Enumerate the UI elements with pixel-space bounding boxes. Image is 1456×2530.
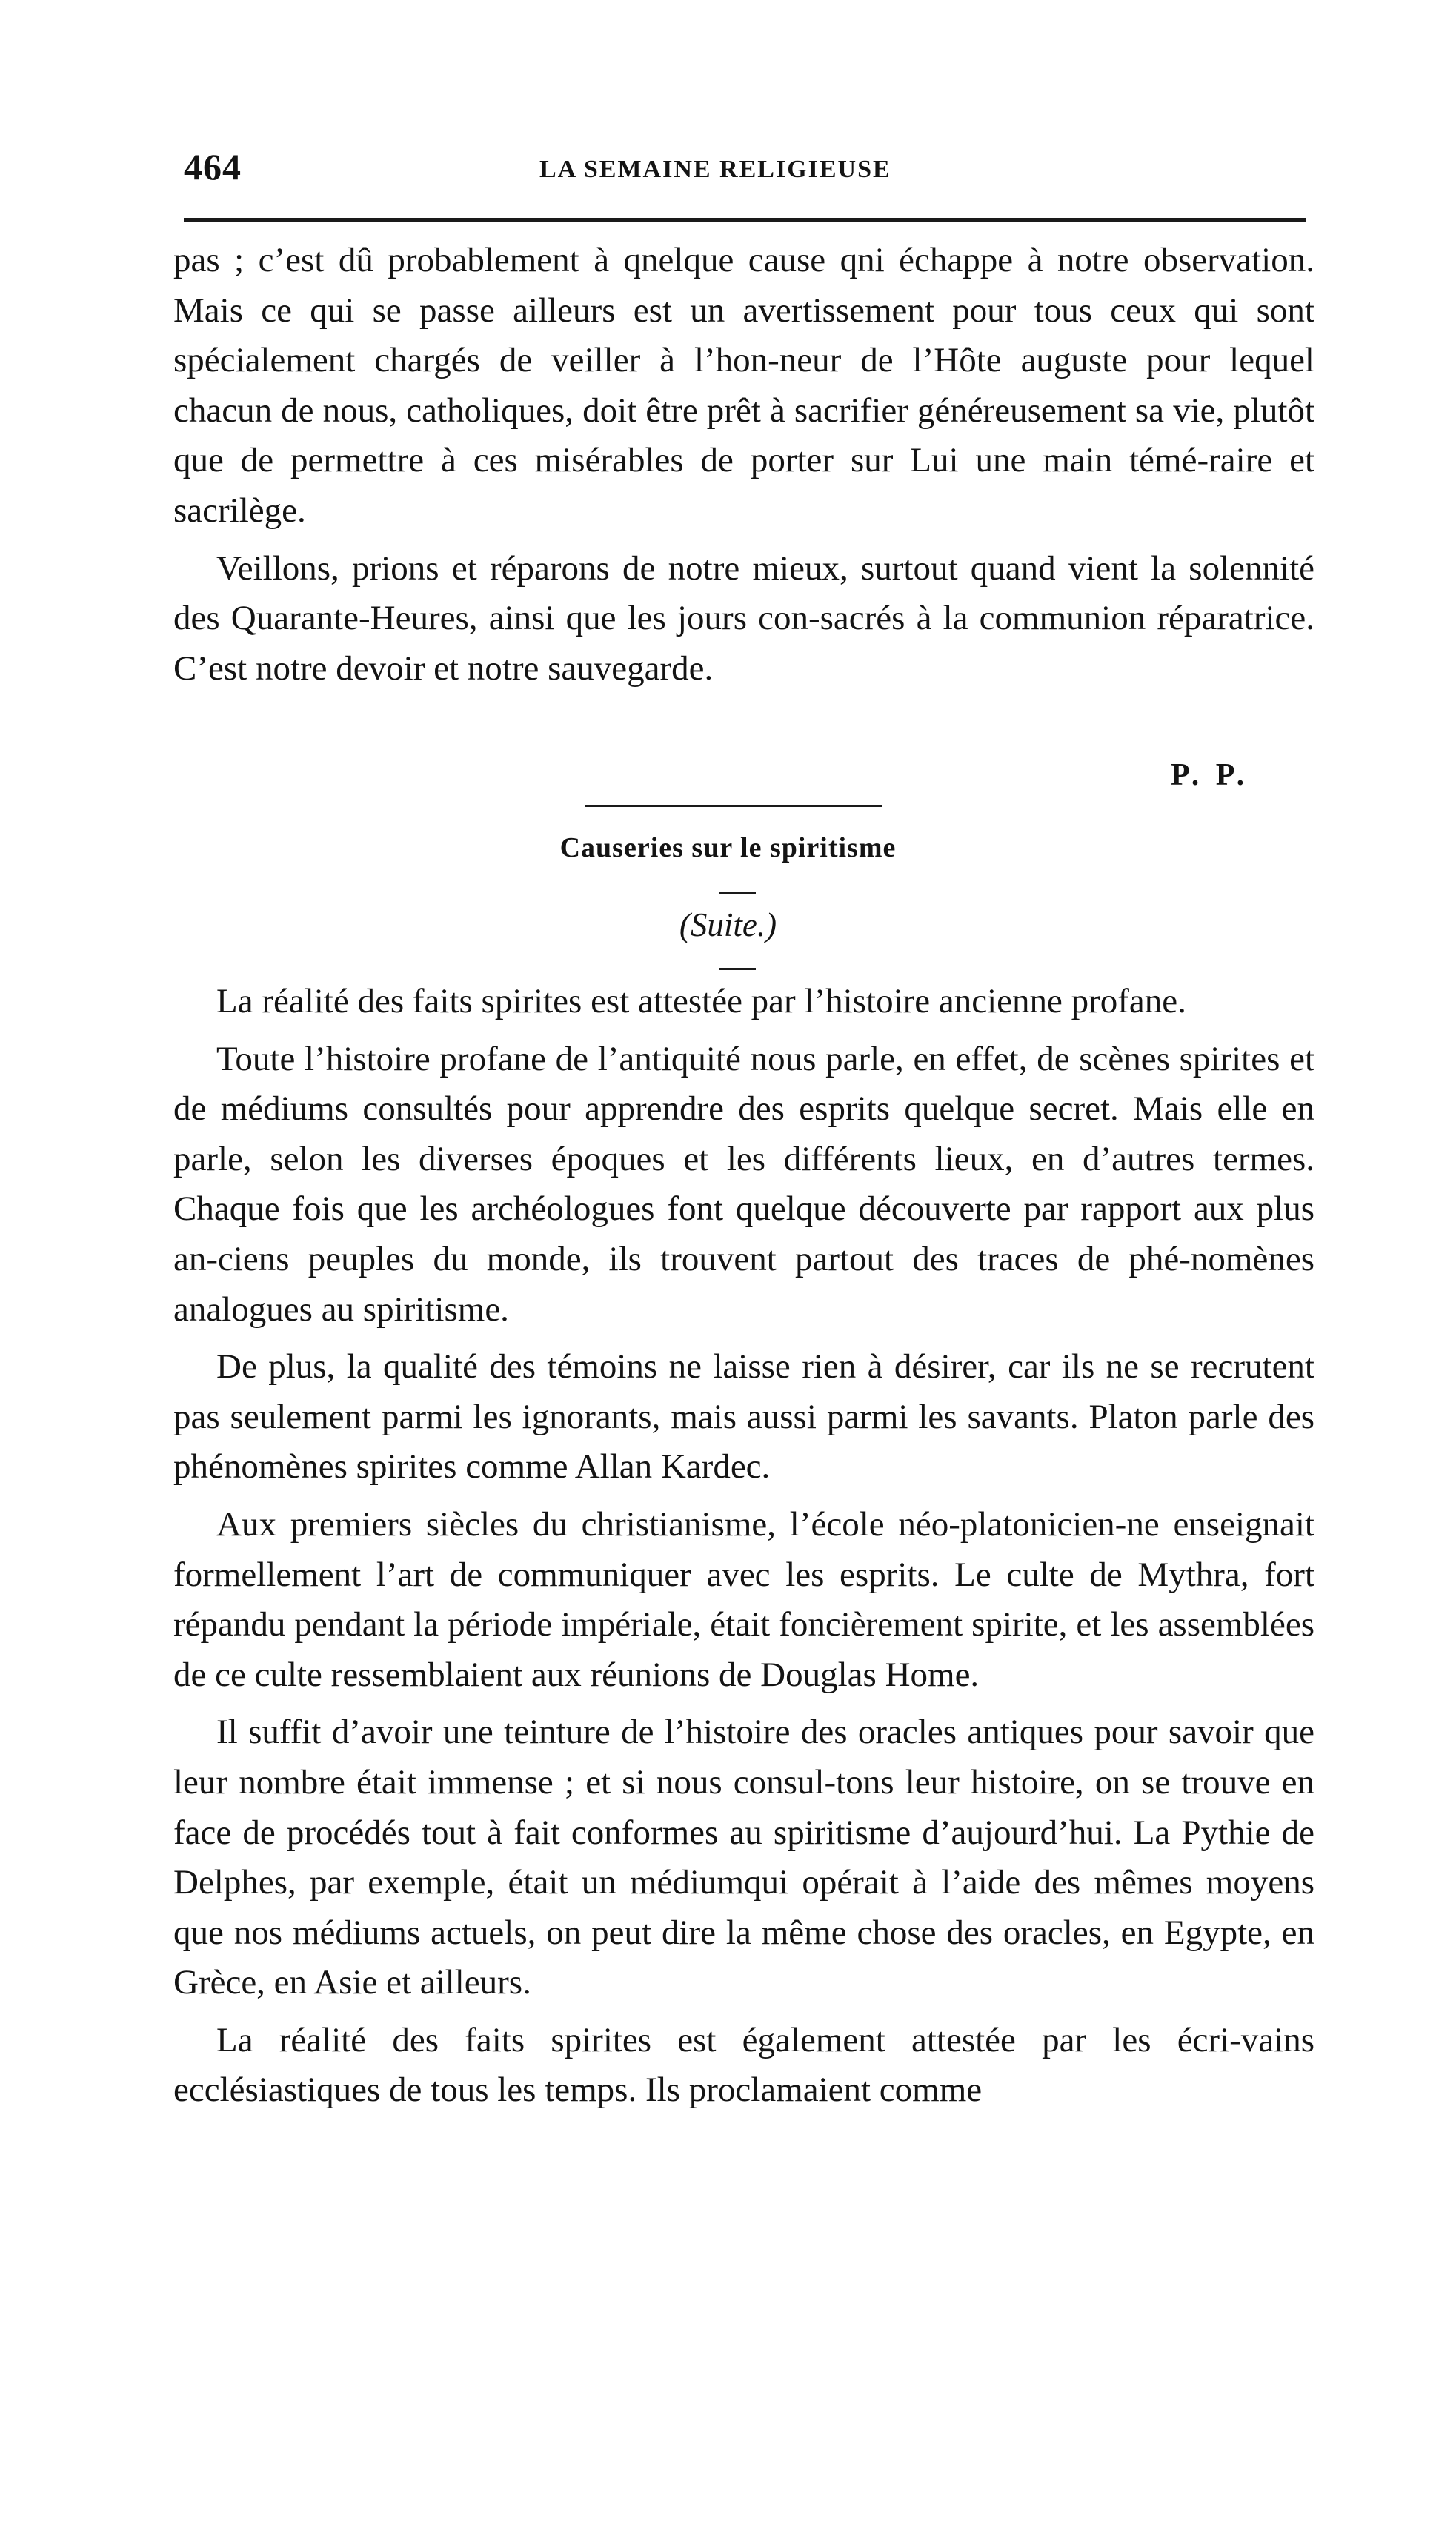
running-title: LA SEMAINE RELIGIEUSE — [539, 156, 891, 183]
page-number: 464 — [184, 146, 242, 187]
signature: P. P. — [1171, 758, 1249, 792]
section-subtitle: (Suite.) — [679, 906, 777, 943]
page-header — [184, 145, 1306, 212]
paragraph: Il suffit d’avoir une teinture de l’histoire des oracles antiques pour savoir que leur nombre était immense ; et si nous consul-tons leur histoire, on se trouve en face de procédés tout à fait conformes au spiritisme d’aujourd’hui. La Pythie de Delphes, par exemple, était un médiumqui opérait à l’aide des mêmes moyens que nos médiums actuels, on peut dire la même chose des oracles, en Egypte, en Grèce, en Asie et ailleurs. — [173, 1713, 1314, 2002]
paragraph: Veillons, prions et réparons de notre mieux, surtout quand vient la solennité des Quarante-Heures, ainsi que les jours con-sacrés à la communion réparatrice. C’est notre devoir et notre sauvegarde. — [173, 548, 1314, 688]
paragraph: De plus, la qualité des témoins ne laisse rien à désirer, car ils ne se recrutent pas seulement parmi les ignorants, mais aussi parmi les savants. Platon parle des phénomènes spirites comme Allan Kardec. — [173, 1347, 1314, 1487]
bottom-text-block — [173, 977, 1314, 2116]
paragraph: La réalité des faits spirites est attestée par l’histoire ancienne profane. — [216, 982, 1186, 1020]
paragraph: Toute l’histoire profane de l’antiquité nous parle, en effet, de scènes spirites et de médiums consultés pour apprendre des esprits quelque secret. Mais elle en parle, selon les diverses époques et les différents lieux, en d’autres termes. Chaque fois que les archéologues font quelque découverte par rapport aux plus an-ciens peuples du monde, ils trouvent partout des traces de phé-nomènes analogues au spiritisme. — [173, 1039, 1314, 1329]
paragraph: La réalité des faits spirites est également attestée par les écri-vains ecclésiastiques de tous les temps. Ils proclamaient comme — [173, 2020, 1314, 2110]
paragraph: pas ; c’est dû probablement à qnelque cause qni échappe à notre observation. Mais ce qui se passe ailleurs est un avertissement pour tous ceux qui sont spécialement chargés de veiller à l’hon-neur de l’Hôte auguste pour lequel chacun de nous, catholiques, doit être prêt à sacrifier généreusement sa vie, plutôt que de permettre à ces misérables de porter sur Lui une main témé-raire et sacrilège. — [173, 241, 1314, 530]
header-rule — [184, 218, 1306, 222]
title-dash — [719, 892, 756, 894]
top-text-block — [173, 236, 1314, 694]
paragraph: Aux premiers siècles du christianisme, l’école néo-platonicien-ne enseignait formellement l’art de communiquer avec les esprits. Le culte de Mythra, fort répandu pendant la période impériale, était foncièrement spirite, et les assemblées de ce culte ressemblaient aux réunions de Douglas Home. — [173, 1504, 1314, 1694]
section-divider — [585, 805, 882, 807]
subtitle-dash — [719, 968, 756, 970]
section-title: Causeries sur le spiritisme — [559, 832, 897, 863]
